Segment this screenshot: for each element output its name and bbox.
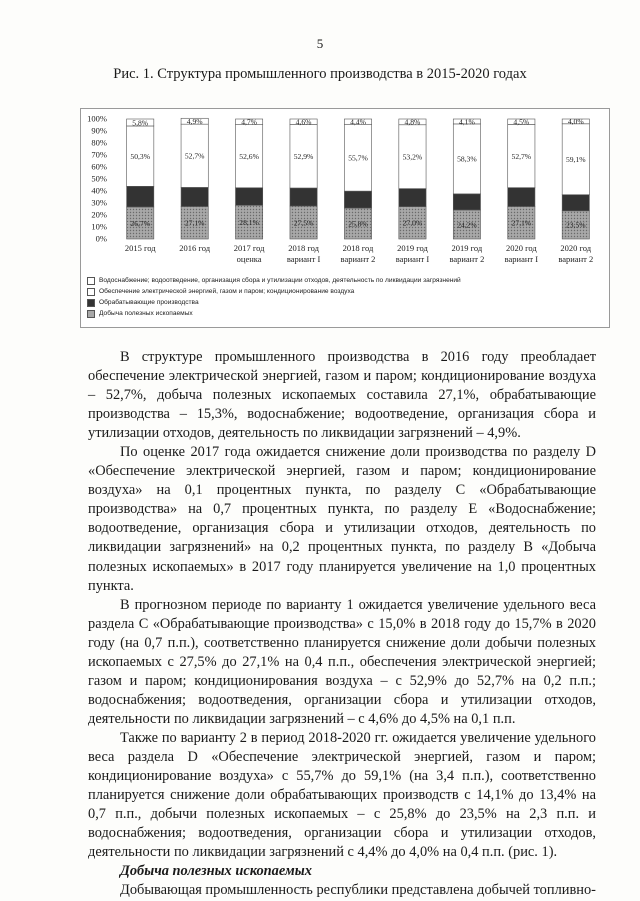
y-tick-label: 20%	[91, 209, 107, 220]
x-tick-label: 2020 год	[560, 243, 592, 253]
legend-label: Водоснабжение; водоотведение, организация сбора и утилизации отходов, деятельность по ликвидации загрязнений	[99, 277, 461, 284]
bar-data-label: 26,7%	[130, 218, 151, 228]
bar-segment	[236, 188, 263, 206]
y-tick-label: 0%	[95, 233, 107, 244]
y-tick-label: 10%	[91, 221, 107, 232]
x-tick-label: вариант I	[395, 254, 430, 264]
chart-frame	[80, 108, 610, 328]
bar-data-label: 52,7%	[184, 151, 205, 161]
bar-data-label: 4,1%	[458, 117, 475, 127]
bar-data-label: 4,0%	[567, 117, 584, 127]
bar-segment	[290, 188, 317, 206]
bar-data-label: 4,7%	[241, 117, 258, 127]
y-tick-label: 90%	[91, 125, 107, 136]
y-tick-label: 80%	[91, 137, 107, 148]
bar-data-label: 28,1%	[239, 217, 259, 227]
x-tick-label: 2016 год	[179, 243, 211, 253]
legend-item	[87, 275, 461, 286]
bar-data-label: 25,8%	[348, 219, 368, 229]
bar-data-label: 27,0%	[402, 218, 423, 228]
x-tick-label: 2019 год	[451, 243, 483, 253]
bar-data-label: 24,2%	[457, 220, 477, 230]
paragraph: В структуре промышленного производства в 2016 году преобладает обеспечение электрической энергией, газом и паром; кондиционирование воздуха – 52,7%, добыча полезных ископаемых составила 27,1%, обрабатывающие производства – 15,3%, водоснабжение; водоотведение, организация сбора и утилизации отходов, деятельность по ликвидации загрязнений – 4,9%.	[88, 349, 596, 442]
bar-segment	[508, 188, 535, 207]
chart-legend	[87, 275, 461, 319]
y-tick-label: 100%	[87, 113, 107, 124]
x-tick-label: вариант 2	[449, 254, 485, 264]
legend-item	[87, 308, 461, 319]
stacked-bar-chart	[81, 109, 609, 269]
bar-data-label: 27,1%	[511, 218, 532, 228]
bar-data-label: 52,6%	[239, 152, 259, 161]
bar-data-label: 50,3%	[130, 151, 151, 161]
legend-swatch	[87, 277, 95, 285]
x-tick-label: 2017 год	[233, 243, 265, 253]
y-tick-label: 50%	[91, 173, 107, 184]
bar-data-label: 55,7%	[348, 153, 368, 163]
bar-data-label: 5,8%	[132, 118, 149, 128]
legend-label: Добыча полезных ископаемых	[99, 310, 193, 317]
legend-label: Обеспечение электрической энергией, газом и паром; кондиционирование воздуха	[99, 288, 355, 295]
bar-data-label: 4,9%	[186, 117, 203, 127]
bar-data-label: 53,2%	[402, 152, 423, 162]
y-tick-label: 70%	[91, 149, 107, 160]
bar-data-label: 52,9%	[293, 152, 314, 162]
legend-swatch	[87, 288, 95, 296]
bar-data-label: 58,3%	[457, 154, 477, 164]
bar-segment	[399, 189, 426, 207]
bar-segment	[181, 187, 208, 206]
legend-swatch	[87, 299, 95, 307]
legend-item	[87, 297, 461, 308]
bar-data-label: 27,5%	[293, 218, 314, 228]
x-tick-label: оценка	[236, 254, 262, 264]
figure-caption: Рис. 1. Структура промышленного производства в 2015-2020 годах	[113, 66, 527, 82]
y-tick-label: 30%	[91, 197, 107, 208]
bar-data-label: 4,8%	[404, 117, 421, 127]
bar-data-label: 27,1%	[184, 218, 205, 228]
bar-data-label: 4,4%	[350, 117, 366, 127]
paragraph: Добывающая промышленность республики представлена добычей топливно-	[120, 882, 596, 899]
bar-segment	[453, 194, 480, 210]
bar-data-label: 52,7%	[511, 151, 532, 161]
x-tick-label: 2018 год	[342, 243, 374, 253]
legend-item	[87, 286, 461, 297]
bar-segment	[562, 195, 589, 211]
bar-data-label: 4,6%	[295, 117, 312, 127]
x-tick-label: вариант I	[504, 254, 539, 264]
page-number: 5	[316, 36, 324, 51]
x-tick-label: вариант 2	[340, 254, 376, 264]
x-tick-label: вариант 2	[558, 254, 594, 264]
bar-segment	[344, 191, 371, 208]
y-tick-label: 60%	[91, 161, 107, 172]
bar-data-label: 59,1%	[565, 155, 586, 165]
legend-label: Обрабатывающие производства	[99, 299, 199, 306]
paragraph: По оценке 2017 года ожидается снижение доли производства по разделу D «Обеспечение электрической энергией, газом и паром; кондиционирование воздуха» на 0,1 процентных пункта, по разделу С «Обрабатывающие производства» на 0,7 процентных пункта, по разделу Е «Водоснабжение; водоотведение, организация сбора и утилизации отходов, деятельность по ликвидации загрязнений» на 0,2 процентных пункта, по разделу В «Добыча полезных ископаемых» в 2017 году планируется увеличение на 1,0 процентных пункта.	[88, 444, 596, 594]
bar-data-label: 4,5%	[513, 117, 530, 127]
paragraph: В прогнозном периоде по варианту 1 ожидается увеличение удельного веса раздела С «Обрабатывающие производства» с 15,0% в 2018 году до 15,7% в 2020 году (на 0,7 п.п.), соответственно планируется снижение доли добычи полезных ископаемых с 27,5% до 27,1% на 0,4 п.п., обеспечения электрической энергией; газом и паром; кондиционирования воздуха – с 52,9% до 52,7% на 0,2 п.п.; водоснабжения; водоотведения, организации сбора и утилизации отходов, деятельности по ликвидации загрязнений – с 4,6% до 4,5% на 0,1 п.п.	[88, 596, 596, 727]
bar-segment	[127, 186, 154, 207]
x-tick-label: вариант I	[286, 254, 321, 264]
x-tick-label: 2020 год	[505, 243, 537, 253]
x-tick-label: 2019 год	[397, 243, 428, 253]
x-tick-label: 2015 год	[124, 243, 156, 253]
paragraph: Также по варианту 2 в период 2018-2020 гг. ожидается увеличение удельного веса раздела D «Обеспечение электрической энергией, газом и паром; кондиционирование воздуха» с 55,7% до 59,1% (на 3,4 п.п.), соответственно планируется снижение доли обрабатывающих производств с 14,1% до 13,4% на 0,7 п.п., добычи полезных ископаемых – с 25,8% до 23,5% на 2,3 п.п. и водоснабжения; водоотведения, организации сбора и утилизации отходов, деятельности по ликвидации загрязнений с 4,4% до 4,0% на 0,4 п.п. (рис. 1).	[88, 729, 596, 861]
bar-data-label: 23,5%	[565, 220, 586, 230]
legend-swatch	[87, 310, 95, 318]
body-text	[88, 348, 596, 900]
x-tick-label: 2018 год	[288, 243, 319, 253]
section-heading: Добыча полезных ископаемых	[120, 863, 312, 880]
y-tick-label: 40%	[91, 185, 107, 196]
